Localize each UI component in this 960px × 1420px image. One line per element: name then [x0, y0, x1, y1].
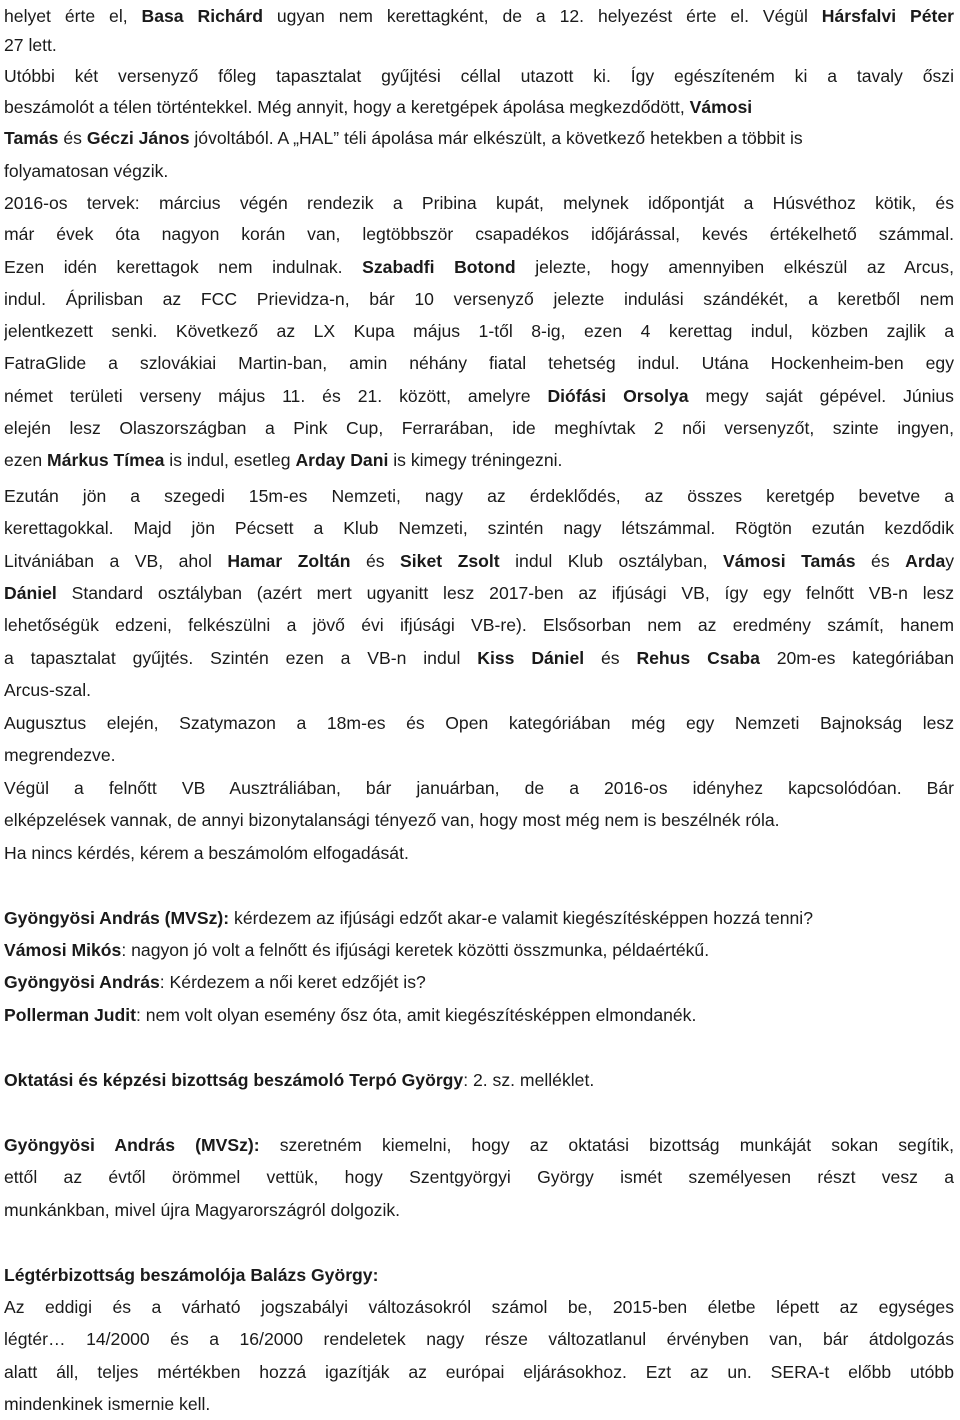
- bold-text-run: Oktatási és képzési bizottság beszámoló Terpó György: [4, 1070, 464, 1090]
- bold-text-run: Diófási Orsolya: [547, 386, 689, 406]
- text-line: [4, 577, 954, 609]
- bold-text-run: Hársfalvi Péter: [821, 6, 954, 26]
- bold-text-run: Márkus Tímea: [47, 450, 165, 470]
- bold-text-run: Pollerman Judit: [4, 1005, 136, 1025]
- text-line: [4, 1129, 954, 1161]
- text-line: [4, 91, 954, 123]
- text-line: [4, 29, 954, 61]
- text-run: már évek óta nagyon korán van, legtöbbször csapadékos időjárással, kevés értékelhető számmal.: [4, 224, 954, 244]
- text-run: jelentkezett senki. Következő az LX Kupa május 1-től 8-ig, ezen 4 kerettag indul, közben zajlik a: [4, 321, 954, 341]
- bold-text-run: Gyöngyösi András (MVSz):: [4, 1135, 260, 1155]
- text-line: [4, 218, 954, 250]
- bold-text-run: Tamás: [4, 128, 59, 148]
- text-run: munkánkban, mivel újra Magyarországról dolgozik.: [4, 1200, 401, 1220]
- text-run: : 2. sz. melléklet.: [463, 1070, 595, 1090]
- text-run: megrendezve.: [4, 745, 116, 765]
- text-run: légtér… 14/2000 és a 16/2000 rendeletek nagy része változatlanul érvényben van, bár átdolgozás: [4, 1329, 954, 1349]
- bold-text-run: Géczi János: [86, 128, 190, 148]
- text-run: jelezte, hogy amennyiben elkészül az Arcus,: [515, 257, 954, 277]
- bold-text-run: Gyöngyösi András (MVSz):: [4, 908, 230, 928]
- text-line: [4, 155, 954, 187]
- text-line: [4, 739, 954, 771]
- bold-text-run: Vámosi: [689, 97, 753, 117]
- text-run: megy saját gépével. Június: [688, 386, 954, 406]
- text-run: Ha nincs kérdés, kérem a beszámolóm elfogadását.: [4, 843, 409, 863]
- text-line: [4, 187, 954, 219]
- text-run: jóvoltából. A „HAL” téli ápolása már elkészült, a következő hetekben a többit is: [189, 128, 803, 148]
- text-line: [4, 512, 954, 544]
- text-line: [4, 707, 954, 739]
- text-run: indul. Áprilisban az FCC Prievidza-n, bár 10 versenyző jelezte indulási szándékét, a keretből nem: [4, 289, 954, 309]
- bold-text-run: Vámosi Mikós: [4, 940, 122, 960]
- text-line: [4, 1064, 954, 1096]
- text-run: Végül a felnőtt VB Ausztráliában, bár januárban, de a 2016-os idényhez kapcsolódóan. Bár: [4, 778, 954, 798]
- text-run: a tapasztalat gyűjtés. Szintén ezen a VB-n indul: [4, 648, 478, 668]
- text-run: helyet érte el,: [4, 6, 142, 26]
- bold-text-run: Arda: [905, 551, 946, 571]
- text-run: elején lesz Olaszországban a Pink Cup, Ferrarában, ide meghívtak 2 női versenyzőt, szinte ingyen,: [4, 418, 954, 438]
- text-line: [4, 1323, 954, 1355]
- text-line: [4, 1161, 954, 1193]
- bold-text-run: Rehus Csaba: [636, 648, 760, 668]
- bold-text-run: Arday Dani: [295, 450, 389, 470]
- text-line: [4, 480, 954, 512]
- text-line: [4, 999, 954, 1031]
- text-line: [4, 283, 954, 315]
- text-line: [4, 772, 954, 804]
- text-run: is kimegy tréningezni.: [388, 450, 563, 470]
- text-run: Ezután jön a szegedi 15m-es Nemzeti, nagy az érdeklődés, az összes keretgép bevetve a: [4, 486, 954, 506]
- text-line: [4, 609, 954, 641]
- text-line: [4, 642, 954, 674]
- bold-text-run: Siket Zsolt: [400, 551, 500, 571]
- text-line: [4, 122, 954, 154]
- text-run: ugyan nem kerettagként, de a 12. helyezést érte el. Végül: [263, 6, 822, 26]
- text-run: indul Klub osztályban,: [499, 551, 724, 571]
- text-line: [4, 1356, 954, 1388]
- text-run: és: [855, 551, 906, 571]
- text-run: folyamatosan végzik.: [4, 161, 169, 181]
- text-run: Utóbbi két versenyző főleg tapasztalat gyűjtési céllal utazott ki. Így egészíteném ki a tavaly őszi: [4, 66, 954, 86]
- text-line: [4, 674, 954, 706]
- text-run: beszámolót a télen történtekkel. Még annyit, hogy a keretgépek ápolása megkezdődött,: [4, 97, 690, 117]
- text-run: alatt áll, teljes mértékben hozzá igazítják az európai eljárásokhoz. Ezt az un. SERA-t előbb utóbb: [4, 1362, 954, 1382]
- bold-text-run: Szabadfi Botond: [362, 257, 516, 277]
- text-run: lehetőségük edzeni, felkészülni a jövő évi ifjúsági VB-re). Elsősorban nem az eredmény számít, hanem: [4, 615, 954, 635]
- text-run: ezen: [4, 450, 48, 470]
- text-line: [4, 251, 954, 283]
- text-run: : nem volt olyan esemény ősz óta, amit kiegészítésképpen elmondanék.: [135, 1005, 697, 1025]
- text-run: 2016-os tervek: március végén rendezik a Pribina kupát, melynek időpontját a Húsvéthoz kötik, és: [4, 193, 954, 213]
- bold-text-run: Vámosi Tamás: [723, 551, 856, 571]
- text-run: Arcus-szal.: [4, 680, 92, 700]
- bold-text-run: Basa Richárd: [141, 6, 263, 26]
- text-line: [4, 934, 954, 966]
- text-line: [4, 966, 954, 998]
- text-run: német területi verseny május 11. és 21. között, amelyre: [4, 386, 548, 406]
- bold-text-run: Kiss Dániel: [477, 648, 585, 668]
- text-line: [4, 1388, 954, 1420]
- text-run: és: [58, 128, 87, 148]
- bold-text-run: Légtérbizottság beszámolója Balázs György:: [4, 1265, 379, 1285]
- text-run: 27 lett.: [4, 35, 57, 55]
- text-line: [4, 0, 954, 32]
- text-line: [4, 837, 954, 869]
- text-line: [4, 902, 954, 934]
- bold-text-run: Dániel: [4, 583, 57, 603]
- bold-text-run: Hamar Zoltán: [227, 551, 351, 571]
- text-run: Augusztus elején, Szatymazon a 18m-es és Open kategóriában még egy Nemzeti Bajnokság lesz: [4, 713, 954, 733]
- text-line: [4, 1291, 954, 1323]
- text-line: [4, 545, 954, 577]
- text-line: [4, 1259, 954, 1291]
- text-run: Litvániában a VB, ahol: [4, 551, 228, 571]
- text-line: [4, 412, 954, 444]
- text-run: y: [945, 551, 954, 571]
- text-run: kérdezem az ifjúsági edzőt akar-e valamit kiegészítésképpen hozzá tenni?: [229, 908, 813, 928]
- text-run: Standard osztályban (azért mert ugyanitt lesz 2017-ben az ifjúsági VB, így egy felnőtt VB-n lesz: [56, 583, 954, 603]
- text-run: és: [584, 648, 637, 668]
- text-run: Az eddigi és a várható jogszabályi változásokról számol be, 2015-ben életbe lépett az egységes: [4, 1297, 954, 1317]
- text-run: Ezen idén kerettagok nem indulnak.: [4, 257, 363, 277]
- text-run: ettől az évtől örömmel vettük, hogy Szentgyörgyi György ismét személyesen részt vesz a: [4, 1167, 954, 1187]
- text-run: FatraGlide a szlovákiai Martin-ban, amin néhány fiatal tehetség indul. Utána Hockenheim-ben egy: [4, 353, 954, 373]
- text-run: 20m-es kategóriában: [759, 648, 954, 668]
- text-run: mindenkinek ismernie kell.: [4, 1394, 211, 1414]
- text-line: [4, 60, 954, 92]
- text-run: is indul, esetleg: [164, 450, 296, 470]
- text-line: [4, 315, 954, 347]
- text-run: : Kérdezem a női keret edzőjét is?: [159, 972, 426, 992]
- text-line: [4, 444, 954, 476]
- text-line: [4, 804, 954, 836]
- text-line: [4, 347, 954, 379]
- text-run: és: [350, 551, 401, 571]
- text-run: szeretném kiemelni, hogy az oktatási bizottság munkáját sokan segítik,: [259, 1135, 954, 1155]
- text-line: [4, 1194, 954, 1226]
- bold-text-run: Gyöngyösi András: [4, 972, 160, 992]
- text-run: kerettagokkal. Majd jön Pécsett a Klub Nemzeti, szintén nagy létszámmal. Rögtön ezután kezdődik: [4, 518, 954, 538]
- text-run: elképzelések vannak, de annyi bizonytalansági tényező van, hogy most még nem is beszélnék róla.: [4, 810, 780, 830]
- text-run: : nagyon jó volt a felnőtt és ifjúsági keretek közötti összmunka, példaértékű.: [121, 940, 710, 960]
- text-line: [4, 380, 954, 412]
